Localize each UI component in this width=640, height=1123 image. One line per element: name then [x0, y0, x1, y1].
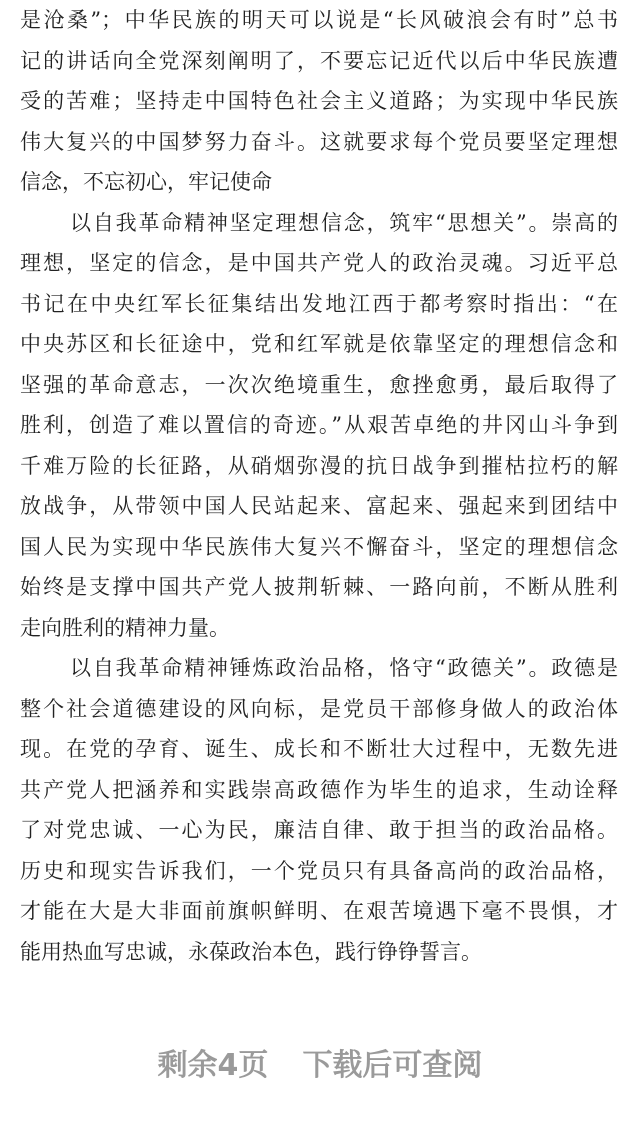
text-line: 理想，坚定的信念，是中国共产党人的政治灵魂。习近平总 — [20, 251, 618, 275]
paragraph — [20, 648, 618, 972]
text-line: 现。在党的孕育、诞生、成长和不断壮大过程中，无数先进 — [20, 737, 618, 761]
remaining-pages-label: 剩余4页 — [157, 1048, 269, 1083]
text-line: 记的讲话向全党深刻阐明了，不要忘记近代以后中华民族遭 — [20, 48, 618, 73]
text-line: 始终是支撑中国共产党人披荆斩棘、一路向前，不断从胜利 — [20, 575, 618, 599]
paragraph — [20, 0, 618, 203]
text-line: 受的苦难；坚持走中国特色社会主义道路；为实现中华民族 — [20, 89, 618, 113]
text-line: 中央苏区和长征途中，党和红军就是依靠坚定的理想信念和 — [20, 332, 618, 356]
text-line: 整个社会道德建设的风向标，是党员干部修身做人的政治体 — [20, 696, 618, 721]
text-line: 以自我革命精神坚定理想信念，筑牢“思想关”。崇高的 — [70, 210, 618, 235]
text-line: 伟大复兴的中国梦努力奋斗。这就要求每个党员要坚定理想 — [20, 129, 618, 154]
text-line: 以自我革命精神锤炼政治品格，恪守“政德关”。政德是 — [70, 656, 618, 680]
text-line: 走向胜利的精神力量。 — [20, 615, 230, 640]
text-line: 了对党忠诚、一心为民，廉洁自律、敢于担当的政治品格。 — [20, 818, 618, 842]
document-body — [20, 0, 618, 972]
text-line: 书记在中央红军长征集结出发地江西于都考察时指出：“在 — [20, 291, 618, 316]
download-to-view-label[interactable]: 下载后可查阅 — [302, 1048, 483, 1083]
text-line: 是沧桑”；中华民族的明天可以说是“长风破浪会有时”总书 — [20, 8, 618, 32]
paragraph — [20, 203, 618, 649]
text-line: 坚强的革命意志，一次次绝境重生，愈挫愈勇，最后取得了 — [20, 372, 618, 397]
text-line: 千难万险的长征路，从硝烟弥漫的抗日战争到摧枯拉朽的解 — [20, 453, 618, 478]
text-line: 共产党人把涵养和实践崇高政德作为毕生的追求，生动诠释 — [20, 777, 618, 802]
text-line: 国人民为实现中华民族伟大复兴不懈奋斗，坚定的理想信念 — [20, 534, 618, 559]
text-line: 能用热血写忠诚，永葆政治本色，践行铮铮誓言。 — [20, 939, 482, 964]
text-line: 胜利，创造了难以置信的奇迹。”从艰苦卓绝的井冈山斗争到 — [20, 413, 618, 437]
text-line: 历史和现实告诉我们，一个党员只有具备高尚的政治品格， — [20, 858, 618, 883]
text-line: 才能在大是大非面前旗帜鲜明、在艰苦境遇下毫不畏惧，才 — [20, 899, 618, 923]
download-prompt[interactable] — [0, 1040, 640, 1084]
text-line: 放战争，从带领中国人民站起来、富起来、强起来到团结中 — [20, 494, 618, 518]
text-line: 信念，不忘初心，牢记使命 — [20, 170, 272, 194]
